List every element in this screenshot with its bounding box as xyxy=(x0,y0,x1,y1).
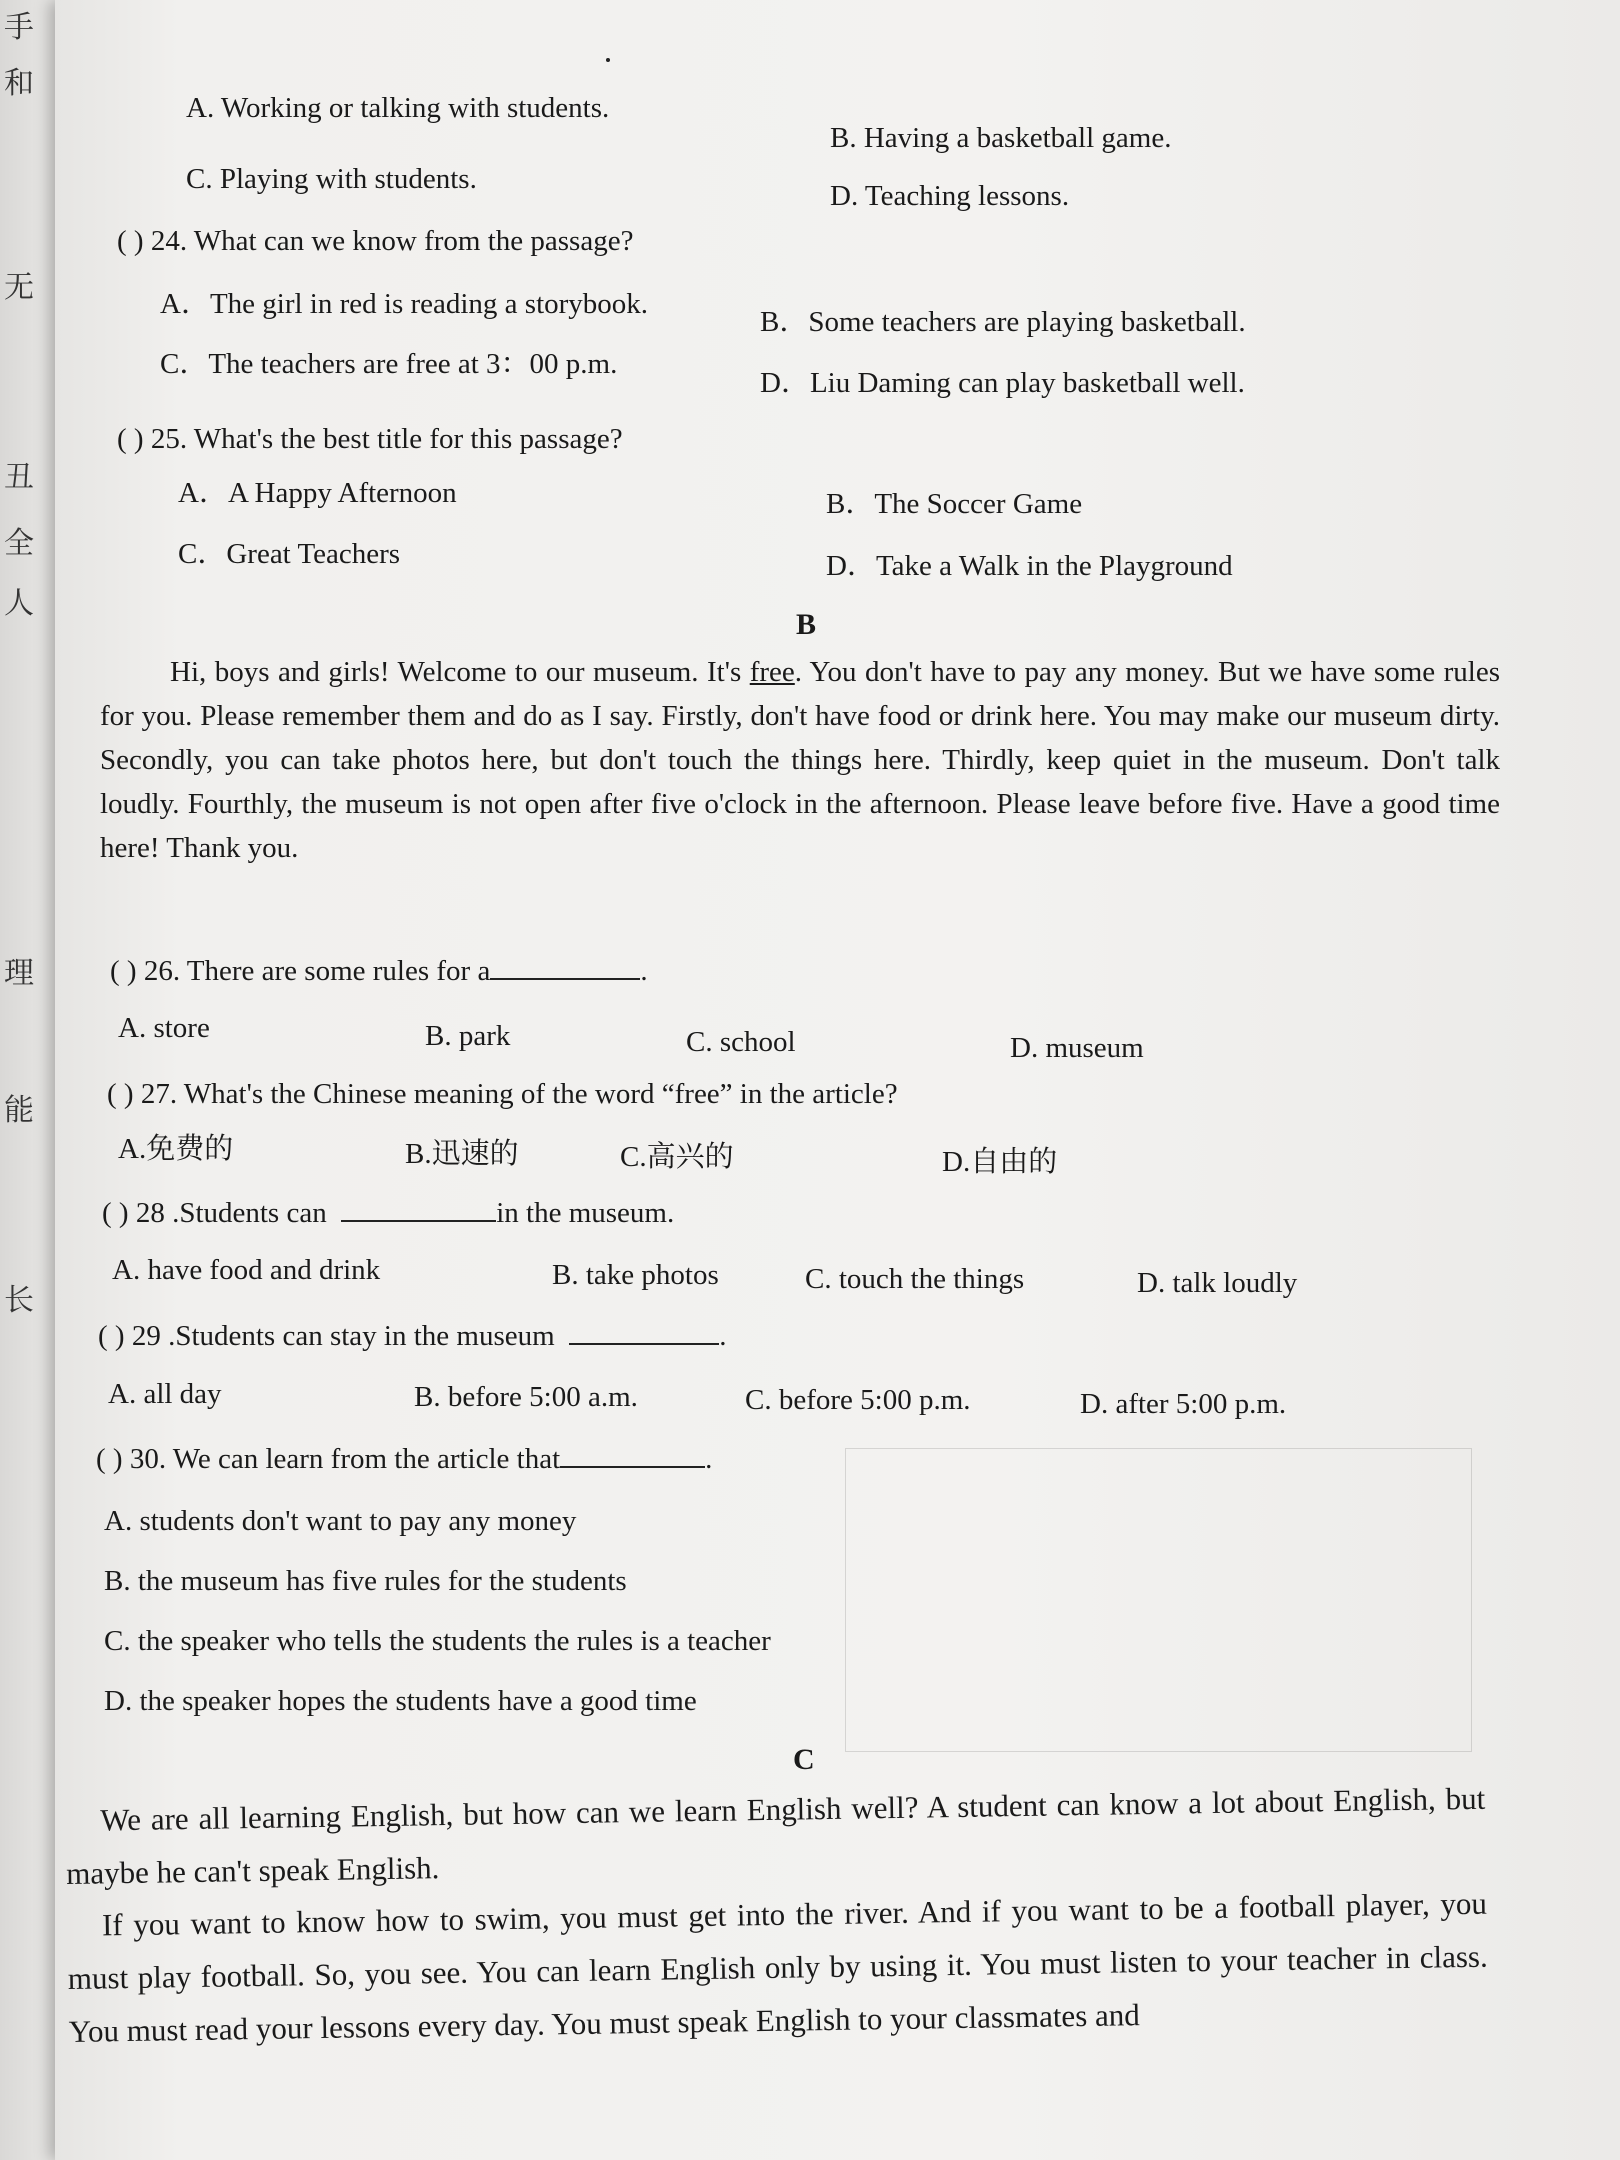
q25-option-d: D．Take a Walk in the Playground xyxy=(826,550,1233,582)
q26-text: ( ) 26. There are some rules for a xyxy=(110,955,491,987)
margin-char: 理 xyxy=(4,956,34,991)
q25-option-a: A．A Happy Afternoon xyxy=(178,477,457,509)
q30-end: . xyxy=(705,1443,713,1475)
q27-option-a: A.免费的 xyxy=(118,1133,234,1165)
answer-blank xyxy=(569,1343,719,1345)
q28-option-a: A. have food and drink xyxy=(112,1254,381,1286)
adjacent-page-strip xyxy=(0,0,55,2160)
bleed-through-box xyxy=(845,1448,1472,1752)
q27-option-c: C.高兴的 xyxy=(620,1141,734,1173)
q23-option-d: D. Teaching lessons. xyxy=(830,180,1070,212)
q29-stem xyxy=(98,1320,726,1353)
q28-option-c: C. touch the things xyxy=(805,1263,1025,1295)
q30-stem xyxy=(96,1443,712,1476)
section-b-heading: B xyxy=(796,608,817,641)
margin-char: 丑 xyxy=(4,460,34,495)
q30-option-c: C. the speaker who tells the students the rules is a teacher xyxy=(104,1625,771,1657)
q28-end: in the museum. xyxy=(496,1197,675,1229)
q26-option-b: B. park xyxy=(425,1020,511,1052)
passage-b-start: Hi, boys and girls! Welcome to our museum. It's xyxy=(170,656,750,688)
passage-c-paragraph-2: If you want to know how to swim, you must get into the river. And if you want to be a football player, you must play football. So, you see. You can learn English only by using it. You must listen to your teacher in class. You must read your lessons every day. You must speak English to your classmates and xyxy=(67,1886,1488,2049)
q23-option-a: A. Working or talking with students. xyxy=(186,92,610,124)
passage-c-paragraph-1: We are all learning English, but how can we learn English well? A student can know a lot about English, but maybe he can't speak English. xyxy=(65,1780,1486,1891)
answer-blank xyxy=(560,1466,705,1468)
section-c-passage xyxy=(65,1773,1489,2059)
q24-option-b: B．Some teachers are playing basketball. xyxy=(760,306,1246,338)
q28-stem xyxy=(102,1197,674,1230)
q28-option-b: B. take photos xyxy=(552,1259,719,1291)
q29-option-a: A. all day xyxy=(108,1378,222,1410)
margin-char: 无 xyxy=(4,270,34,305)
margin-char: 长 xyxy=(4,1283,34,1318)
margin-char: 全 xyxy=(4,526,34,561)
q25-option-b: B．The Soccer Game xyxy=(826,488,1083,520)
q27-stem: ( ) 27. What's the Chinese meaning of the word “free” in the article? xyxy=(107,1078,898,1110)
q26-option-d: D. museum xyxy=(1010,1032,1144,1064)
q26-option-c: C. school xyxy=(686,1026,796,1058)
margin-char: 和 xyxy=(4,66,34,101)
q29-option-c: C. before 5:00 p.m. xyxy=(745,1384,971,1416)
margin-char: 手 xyxy=(4,10,34,45)
word-free: free xyxy=(749,656,795,688)
q30-option-b: B. the museum has five rules for the students xyxy=(104,1565,627,1597)
q30-option-a: A. students don't want to pay any money xyxy=(104,1505,577,1537)
q29-text: ( ) 29 .Students can stay in the museum xyxy=(98,1320,555,1352)
q29-end: . xyxy=(719,1320,727,1352)
section-b-passage xyxy=(100,650,1500,870)
q24-option-d: D．Liu Daming can play basketball well. xyxy=(760,367,1245,399)
q23-option-c: C. Playing with students. xyxy=(186,163,477,195)
q30-option-d: D. the speaker hopes the students have a good time xyxy=(104,1685,697,1717)
q29-option-d: D. after 5:00 p.m. xyxy=(1080,1388,1287,1420)
q26-option-a: A. store xyxy=(118,1012,210,1044)
q25-option-c: C．Great Teachers xyxy=(178,538,401,570)
q26-end: . xyxy=(640,955,648,987)
q28-text: ( ) 28 .Students can xyxy=(102,1197,327,1229)
q29-option-b: B. before 5:00 a.m. xyxy=(414,1381,638,1413)
q24-option-a: A．The girl in red is reading a storybook. xyxy=(160,288,649,320)
section-c-heading: C xyxy=(793,1743,815,1776)
margin-char: 能 xyxy=(4,1093,34,1128)
q28-option-d: D. talk loudly xyxy=(1137,1267,1298,1299)
q23-option-b: B. Having a basketball game. xyxy=(830,122,1172,154)
q30-text: ( ) 30. We can learn from the article that xyxy=(96,1443,561,1475)
answer-blank xyxy=(490,978,640,980)
q27-option-d: D.自由的 xyxy=(942,1146,1058,1178)
passage-b-rest: . You don't have to pay any money. But we have some rules for you. Please remember them and do as I say. Firstly, don't have food or drink here. You may make our museum dirty. Secondly, you can take photos here, but don't touch the things here. Thirdly, keep quiet in the museum. Don't talk loudly. Fourthly, the museum is not open after five o'clock in the afternoon. Please leave before five. Have a good time here! Thank you. xyxy=(100,656,1500,865)
margin-char: 人 xyxy=(4,586,34,621)
q24-stem: ( ) 24. What can we know from the passage? xyxy=(117,225,634,257)
q27-option-b: B.迅速的 xyxy=(405,1138,519,1170)
q24-option-c: C．The teachers are free at 3：00 p.m. xyxy=(160,348,618,380)
q25-stem: ( ) 25. What's the best title for this passage? xyxy=(117,423,623,455)
print-dot xyxy=(606,58,610,62)
answer-blank xyxy=(341,1220,496,1222)
q26-stem xyxy=(110,955,648,988)
